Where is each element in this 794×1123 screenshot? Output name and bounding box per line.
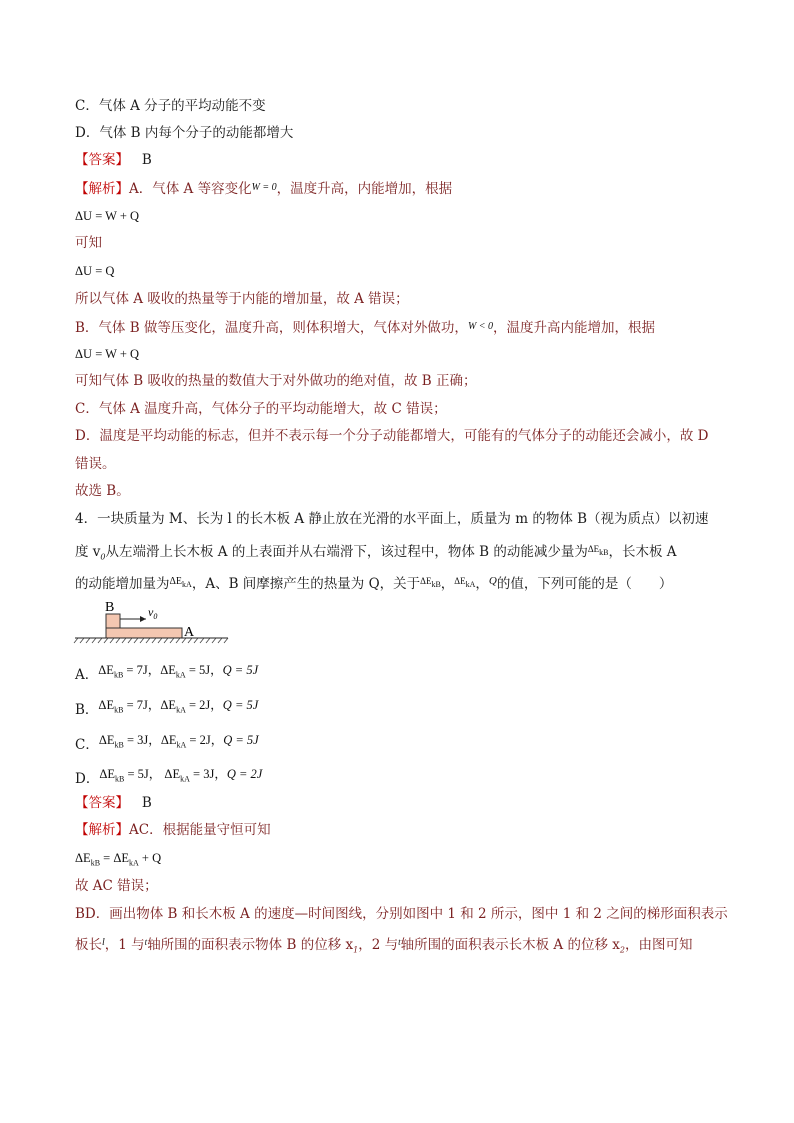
equation-3: ΔU = W + Q [75, 347, 140, 361]
analysis-b1-tail: ，温度升高内能增加，根据 [493, 320, 656, 336]
fig-label-b: B [105, 600, 115, 615]
q4-answer-value: B [141, 795, 152, 811]
q4-l2a: 度 v [75, 544, 101, 560]
analysis-c: C．气体 A 温度升高，气体分子的平均动能增大，故 C 错误； [75, 401, 447, 417]
analysis-a-concl: 所以气体 A 吸收的热量等于内能的增加量，故 A 错误； [75, 291, 409, 307]
q4-line1: 4．一块质量为 M、长为 l 的长木板 A 静止放在光滑的水平面上，质量为 m 的物体 B（视为质点）以初速 [75, 511, 709, 527]
q4-l2b: 从左端滑上长木板 A 的上表面并从右端滑下，该过程中，物体 B 的动能减少量为 [105, 544, 588, 560]
dEkB-symbol: ΔE [587, 544, 600, 554]
q4-line2: 度 $v_0$从左端滑上长木板 A 的上表面并从右端滑下，该过程中，物体 B 的动能减少量为$^{\Delta E_{kB}}$，长木板 A [75, 544, 677, 562]
q4-option-b: B．$\Delta E_{kB} = 7J$，$\Delta E_{kA} = 2J$，Q = 5J [75, 698, 259, 718]
analysis-b1-text: B．气体 B 做等压变化，温度升高，则体积增大，气体对外做功， [75, 320, 468, 336]
answer-row [75, 151, 152, 169]
analysis-a1-tail: ，温度升高，内能增加，根据 [276, 181, 453, 197]
q4-l3b: ，A、B 间摩擦产生的热量为 Q，关于 [191, 576, 421, 592]
dEkA-symbol: ΔE [169, 576, 183, 587]
fig-label-v0: v [148, 605, 154, 619]
q4-analysis-ac [75, 821, 271, 839]
dEkA-symbol-2: ΔE [454, 576, 466, 586]
q4-bd1: BD．画出物体 B 和长木板 A 的速度—时间图线，分别如图中 1 和 2 所示，图中 1 和 2 之间的梯形面积表示 [75, 906, 728, 922]
q4-bd2: 板长$^l$，1 与$^t$轴所围的面积表示物体 B 的位移 $x_1$，2 与$^t$轴所围的面积表示长木板 A 的位移 $x_2$，由图可知 [75, 937, 693, 955]
analysis-a1 [75, 179, 452, 198]
dEkA-sub: kA [182, 580, 192, 589]
q4-l3a: 的动能增加量为 [75, 576, 170, 592]
answer-tag: 【答案】 [75, 152, 129, 168]
q4-l3c: 的值，下列可能的是（ ） [496, 576, 673, 592]
analysis-d2: 错误。 [75, 456, 116, 472]
analysis-b-concl: 可知气体 B 吸收的热量的数值大于对外做功的绝对值，故 B 正确； [75, 373, 477, 389]
final-choice: 故选 B。 [75, 483, 130, 499]
math-w0: W = 0 [251, 182, 277, 193]
analysis-d1: D．温度是平均动能的标志，但并不表示每一个分子动能都增大，可能有的气体分子的动能还会减小，故 D [75, 428, 709, 444]
q4-equation: $\Delta E_{kB} = \Delta E_{kA} + Q$ [75, 851, 162, 868]
option-d: D．气体 B 内每个分子的动能都增大 [75, 125, 294, 141]
analysis-b1 [75, 318, 655, 337]
q4-answer-tag: 【答案】 [75, 795, 129, 811]
option-c: C．气体 A 分子的平均动能不变 [75, 98, 266, 114]
board-block-figure [70, 597, 230, 647]
dEkA-sub-2: kA [465, 579, 476, 589]
q4-analysis-tag: 【解析】 [75, 822, 129, 838]
q4-answer-row [75, 794, 152, 812]
q4-option-d: D．$\Delta E_{kB} = 5J$， $\Delta E_{kA} = 3J$，Q = 2J [75, 767, 263, 787]
answer-value: B [141, 152, 152, 168]
equation-1: ΔU = W + Q [75, 209, 140, 223]
q4-l2c: ，长木板 A [608, 544, 677, 560]
analysis-a1-text: A．气体 A 等容变化 [129, 181, 252, 197]
dEkB-symbol-2: ΔE [420, 576, 432, 586]
q4-option-c: C．$\Delta E_{kB} = 3J$，$\Delta E_{kA} = 2J$，Q = 5J [75, 733, 259, 753]
fig-label-a: A [184, 625, 195, 640]
q4-ac-concl: 故 AC 错误； [75, 878, 158, 894]
equation-2: ΔU = Q [75, 264, 115, 278]
dEkB-sub-2: kB [431, 579, 441, 589]
math-wlt0: W < 0 [467, 321, 494, 332]
q4-ac-text: AC．根据能量守恒可知 [129, 822, 271, 838]
svg-text:v0: $v_0$ [148, 605, 158, 621]
q4-line3: 的动能增加量为$^{\Delta E_{kA}}$，A、B 间摩擦产生的热量为 Q，关于$^{\Delta E_{kB}}$，$^{\Delta E_{kA}}$，$^Q$的值，下列可能的是（ ） [75, 575, 673, 592]
q4-option-a: A．$\Delta E_{kB} = 7J$，$\Delta E_{kA} = 5J$，Q = 5J [75, 663, 259, 683]
dEkB-sub: kB [599, 547, 609, 557]
analysis-tag: 【解析】 [75, 181, 129, 197]
kezhi-1: 可知 [75, 235, 102, 251]
